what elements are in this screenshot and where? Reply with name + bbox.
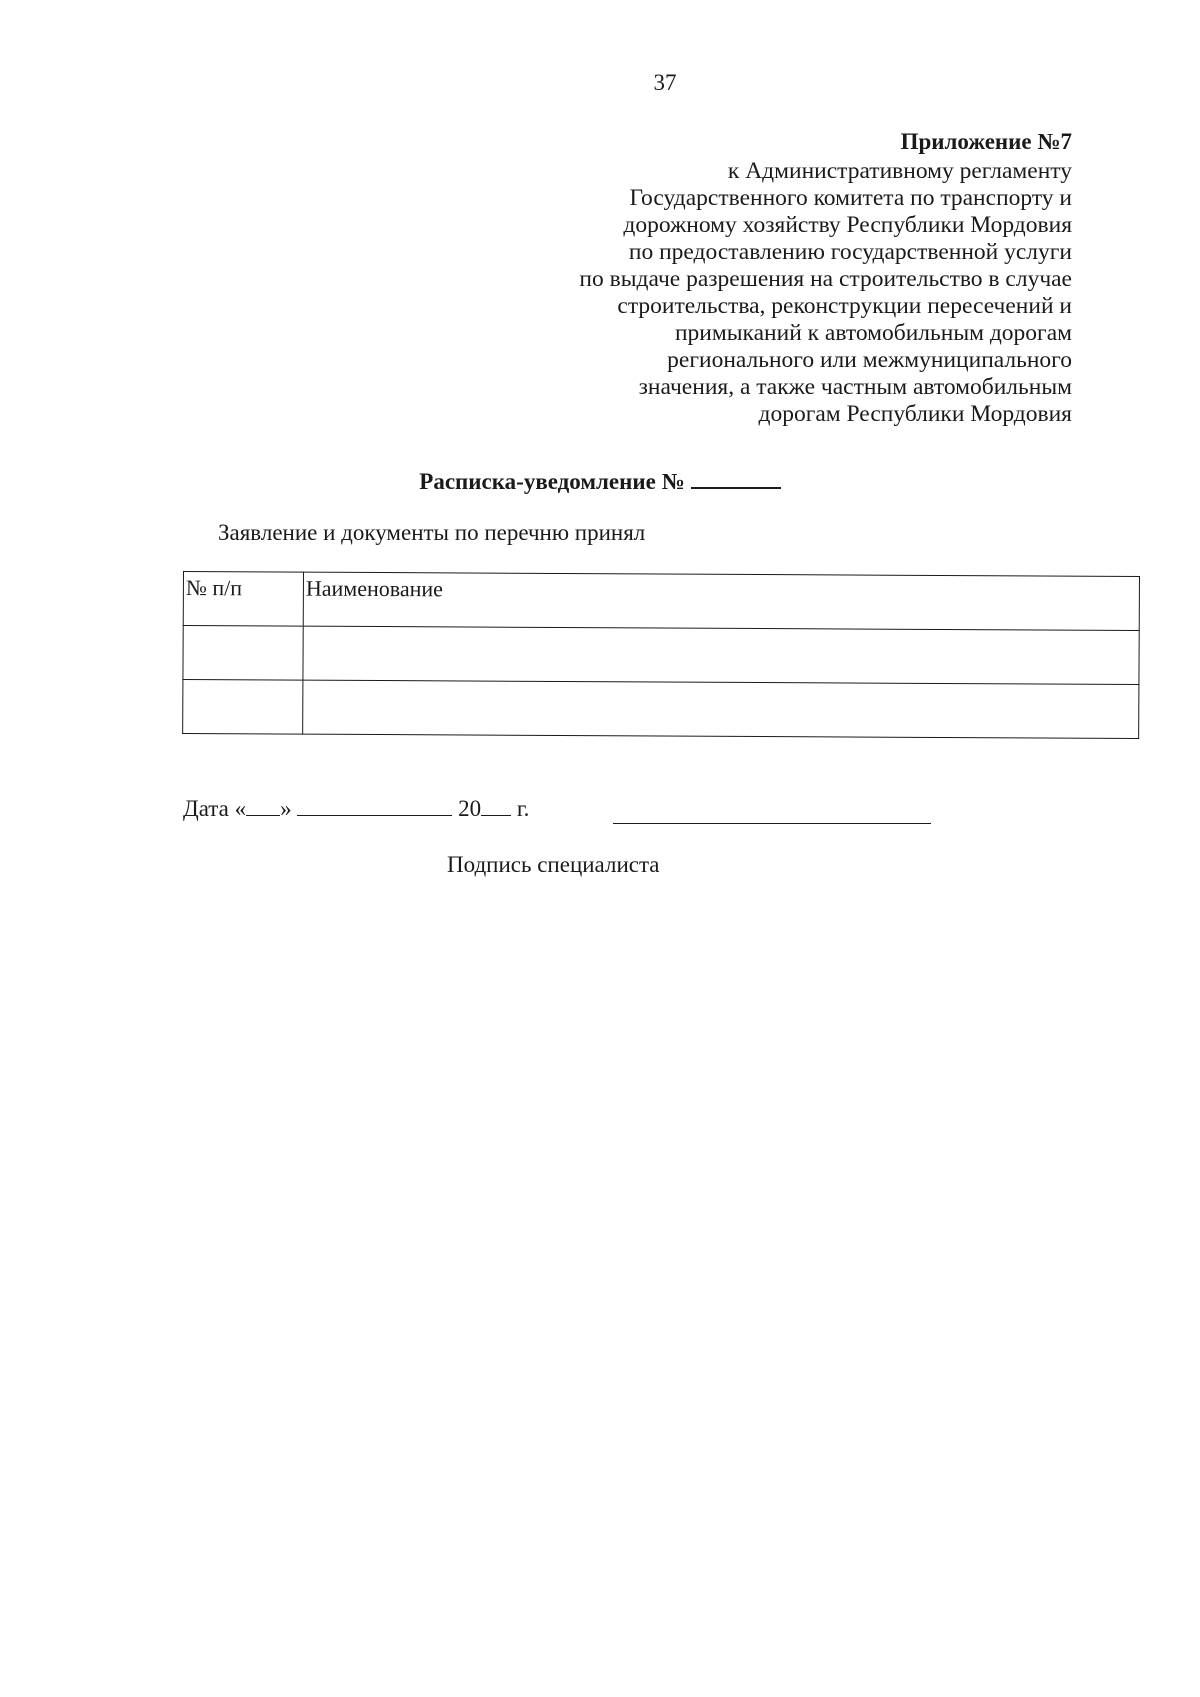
appendix-header — [512, 128, 1072, 428]
date-quote-close: » — [280, 796, 292, 821]
appendix-title: Приложение №7 — [900, 129, 1072, 154]
appendix-line: по выдаче разрешения на строительство в случае — [579, 266, 1072, 292]
documents-table — [182, 571, 1140, 739]
appendix-line: примыканий к автомобильным дорогам — [674, 320, 1072, 346]
table-cell — [303, 626, 1139, 684]
table-cell — [303, 680, 1139, 738]
year-blank — [481, 799, 511, 816]
appendix-line: строительства, реконструкции пересечений и — [617, 293, 1072, 319]
receipt-title — [0, 469, 1200, 495]
table-row — [183, 626, 1139, 685]
appendix-line: к Административному регламенту — [727, 158, 1072, 184]
appendix-line: по предоставлению государственной услуги — [628, 239, 1072, 265]
day-blank — [246, 799, 280, 816]
appendix-line: регионального или межмуниципального — [667, 347, 1072, 373]
year-suffix: г. — [516, 796, 530, 821]
intro-text: Заявление и документы по перечню принял — [218, 520, 646, 545]
month-blank — [297, 799, 452, 816]
table-cell — [183, 680, 303, 735]
date-line — [183, 796, 529, 822]
appendix-line: значения, а также частным автомобильным — [638, 374, 1072, 400]
signature-blank — [613, 823, 931, 824]
table-cell — [183, 626, 303, 681]
table-row — [183, 680, 1139, 739]
appendix-line: дорожному хозяйству Республики Мордовия — [623, 212, 1072, 238]
header-cell-name: Наименование — [303, 572, 1139, 630]
receipt-title-text: Расписка-уведомление № — [419, 469, 685, 494]
receipt-number-blank — [691, 469, 781, 489]
page-number: 37 — [653, 70, 677, 95]
appendix-line: Государственного комитета по транспорту и — [629, 185, 1072, 211]
appendix-line: дорогам Республики Мордовия — [758, 401, 1072, 427]
year-prefix: 20 — [458, 796, 482, 821]
header-cell-number: № п/п — [183, 572, 303, 627]
table-header-row — [183, 572, 1139, 631]
signature-label: Подпись специалиста — [447, 852, 660, 877]
date-label: Дата « — [183, 796, 247, 821]
